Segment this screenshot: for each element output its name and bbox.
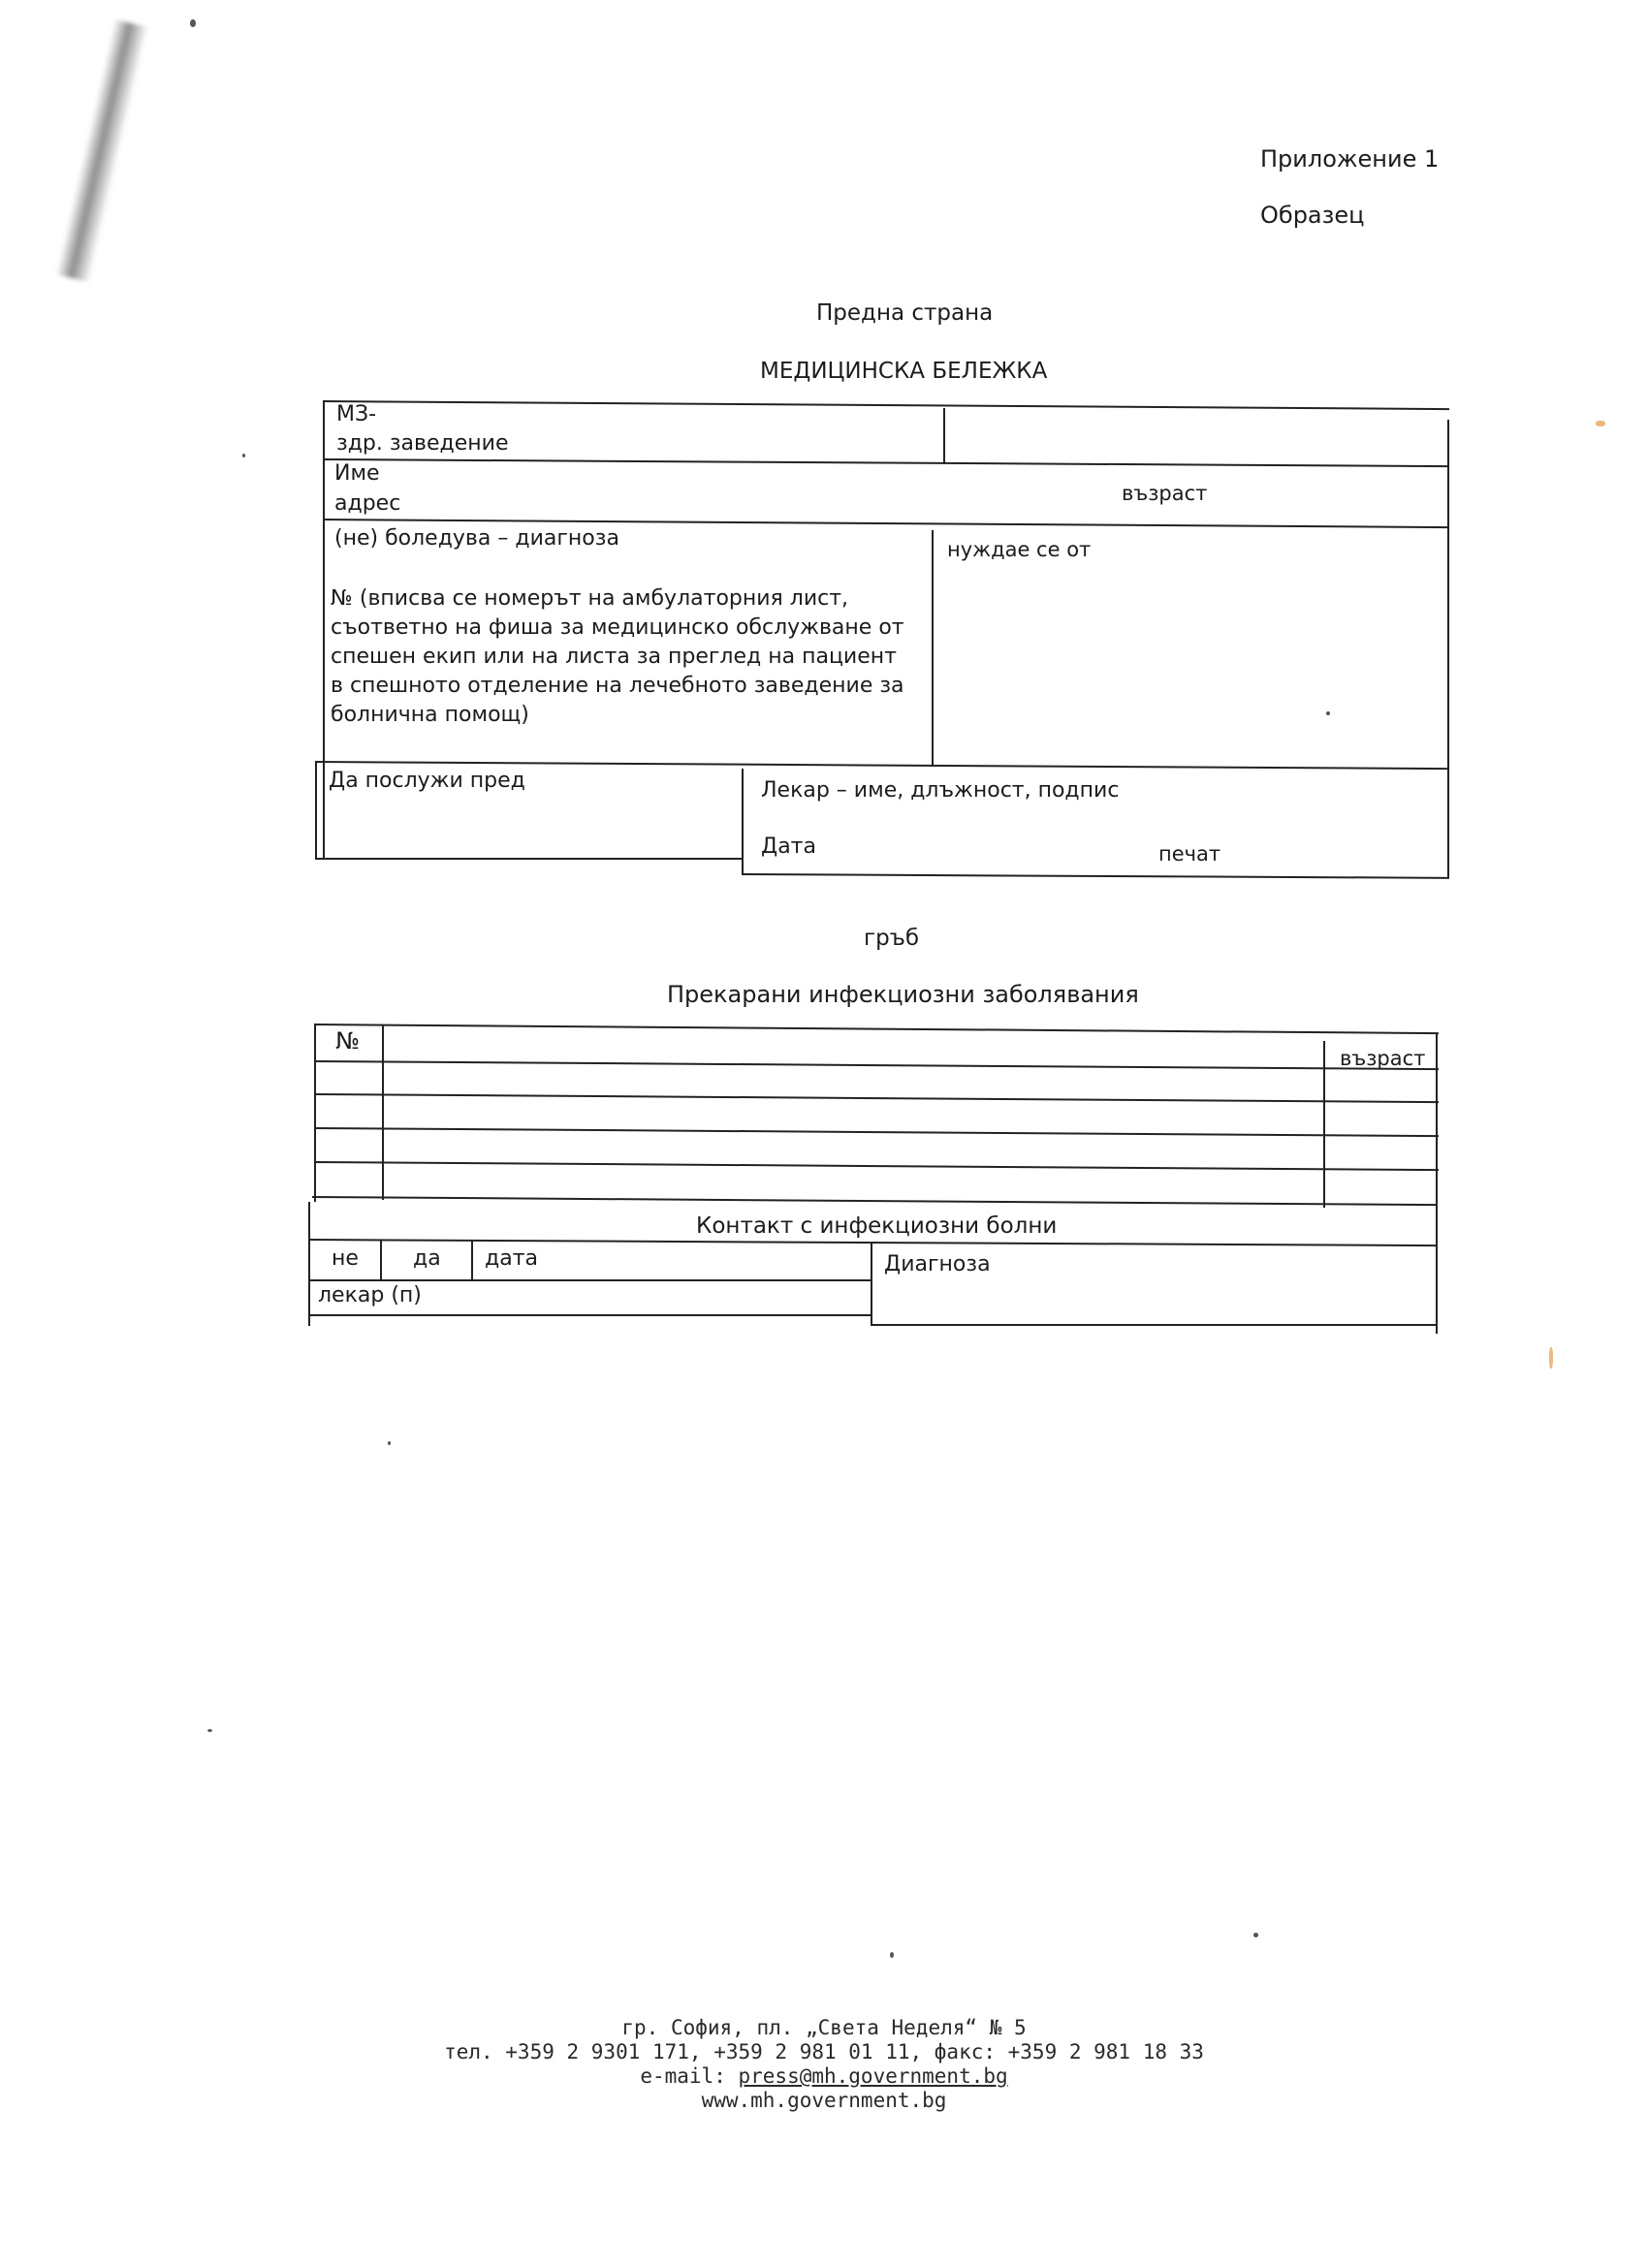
back-title: Прекарани инфекциозни заболявания	[667, 981, 1139, 1008]
table-border-left-upper	[314, 1024, 316, 1202]
table-border-bottom-right	[871, 1324, 1438, 1326]
table-border-top	[314, 1024, 1439, 1034]
table-border-bottom-left	[308, 1314, 871, 1316]
serve-label: Да послужи пред	[329, 769, 525, 793]
contact-title: Контакт с инфекциозни болни	[696, 1213, 1058, 1239]
form-border-right	[1447, 420, 1449, 877]
doctor-row-line	[308, 1279, 871, 1281]
table-row-line-1	[314, 1060, 1439, 1070]
footer-email-line	[0, 2064, 1648, 2089]
footer-email-link[interactable]: press@mh.government.bg	[738, 2064, 1008, 2088]
form-border-bottom-right	[742, 873, 1449, 879]
col-sep-number	[382, 1025, 384, 1200]
facility-label: здр. заведение	[336, 431, 509, 456]
table-row-line-3	[314, 1127, 1439, 1137]
col-sep-diagnosis	[871, 1243, 872, 1326]
col-sep-bottom	[742, 769, 744, 875]
scan-stain	[1549, 1347, 1553, 1369]
sample-label: Образец	[1260, 202, 1365, 229]
medical-note-form	[315, 400, 1449, 875]
scan-speck	[890, 1952, 894, 1958]
footer-phones: тел. +359 2 9301 171, +359 2 981 01 11, факс: +359 2 981 18 33	[444, 2040, 1204, 2063]
table-border-right	[1436, 1033, 1438, 1334]
name-label: Име	[334, 461, 380, 486]
table-border-left-lower	[308, 1202, 310, 1326]
col-sep-needs	[932, 530, 934, 767]
back-side-label: гръб	[864, 926, 920, 951]
infections-table	[308, 1024, 1438, 1334]
table-row-line-5	[312, 1196, 1437, 1206]
age-label: възраст	[1122, 482, 1208, 505]
scan-speck	[242, 454, 245, 457]
footer-website[interactable]: www.mh.government.bg	[701, 2089, 947, 2112]
scan-speck	[388, 1441, 391, 1445]
table-row-line-2	[314, 1093, 1439, 1103]
form-border-left-lower	[315, 761, 317, 860]
stamp-label: печат	[1158, 842, 1221, 866]
diagnosis-label: Диагноза	[884, 1252, 991, 1276]
col-sep-age	[1323, 1041, 1325, 1208]
number-header: №	[335, 1027, 360, 1055]
table-row-line-4	[314, 1161, 1439, 1171]
doctor-label: лекар (п)	[318, 1283, 422, 1307]
number-note: № (вписва се номерът на амбулаторния лист, съответно на фиша за медицинско обслужване от спешен екип или на листа за преглед на пациент в спешното отделение на лечебното заведение за болнична помощ)	[331, 586, 904, 727]
scan-speck	[1253, 1933, 1258, 1937]
scan-speck	[190, 19, 196, 27]
scan-stain	[1596, 421, 1605, 426]
date-label: Дата	[761, 835, 816, 859]
front-side-label: Предна страна	[816, 300, 994, 326]
needs-label: нуждае се от	[947, 538, 1092, 561]
address-label: адрес	[334, 491, 401, 516]
form-border-bottom-left	[315, 858, 742, 860]
footer-address: гр. София, пл. „Света Неделя“ № 5	[621, 2016, 1027, 2039]
diagnosis-label: (не) боледува – диагноза	[334, 526, 619, 551]
col-sep-no	[380, 1241, 382, 1279]
form-border-left	[323, 400, 325, 858]
date-label: дата	[485, 1246, 538, 1271]
yes-label: да	[413, 1246, 441, 1271]
col-sep-yes	[471, 1241, 473, 1279]
no-label: не	[332, 1246, 359, 1271]
age-header: възраст	[1340, 1047, 1426, 1070]
scan-speck	[207, 1729, 212, 1732]
col-sep-mz	[943, 408, 945, 464]
scan-streak	[55, 19, 148, 282]
mz-label: МЗ-	[336, 402, 377, 426]
footer-email-prefix: e-mail:	[640, 2064, 739, 2088]
annex-label: Приложение 1	[1260, 145, 1440, 173]
doctor-label: Лекар – име, длъжност, подпис	[761, 778, 1120, 803]
footer	[0, 2016, 1648, 2113]
row-sep-1	[325, 458, 1449, 467]
front-title: МЕДИЦИНСКА БЕЛЕЖКА	[760, 359, 1048, 384]
form-border-top	[325, 400, 1449, 410]
